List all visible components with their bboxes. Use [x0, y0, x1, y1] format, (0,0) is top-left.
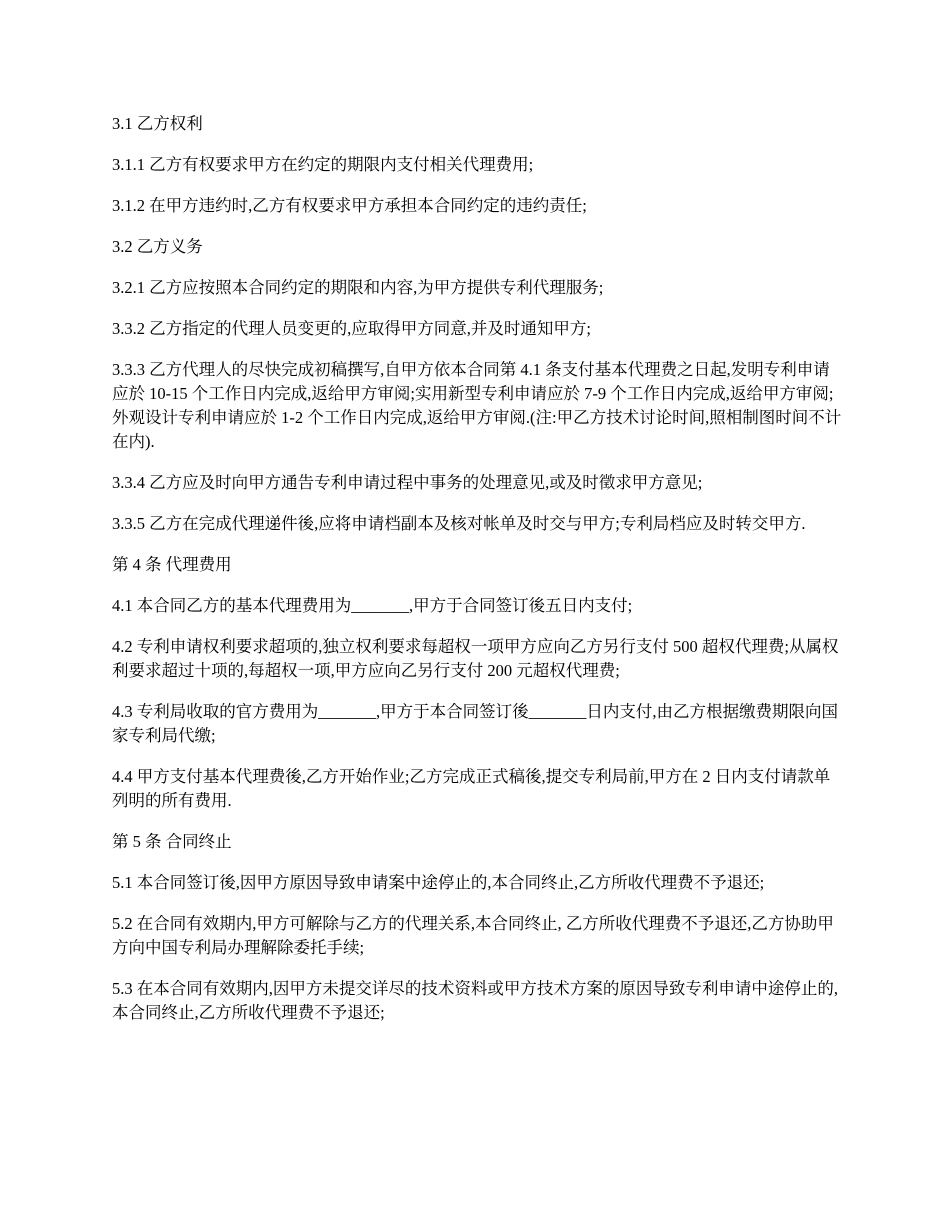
document-page [112, 112, 842, 1042]
clause-5-2: 5.2 在合同有效期内,甲方可解除与乙方的代理关系,本合同终止, 乙方所收代理费不予退还,乙方协助甲方向中国专利局办理解除委托手续; [112, 914, 834, 957]
clause-3-1-2: 3.1.2 在甲方违约时,乙方有权要求甲方承担本合同约定的违约责任; [112, 196, 587, 215]
clause-3-1-1: 3.1.1 乙方有权要求甲方在约定的期限内支付相关代理费用; [112, 155, 534, 174]
section-heading-3-1: 3.1 乙方权利 [112, 114, 203, 133]
article-heading-4: 第 4 条 代理费用 [112, 555, 232, 574]
article-heading-5: 第 5 条 合同终止 [112, 832, 232, 851]
clause-3-3-2: 3.3.2 乙方指定的代理人员变更的,应取得甲方同意,并及时通知甲方; [112, 319, 591, 338]
clause-5-1: 5.1 本合同签订後,因甲方原因导致申请案中途停止的,本合同终止,乙方所收代理费不予退还; [112, 873, 765, 892]
clause-3-3-5: 3.3.5 乙方在完成代理递件後,应将申请档副本及核对帐单及时交与甲方;专利局档应及时转交甲方. [112, 514, 806, 533]
clause-5-3: 5.3 在本合同有效期内,因甲方未提交详尽的技术资料或甲方技术方案的原因导致专利申请中途停止的,本合同终止,乙方所收代理费不予退还; [112, 979, 838, 1022]
clause-3-2-1: 3.2.1 乙方应按照本合同约定的期限和内容,为甲方提供专利代理服务; [112, 278, 604, 297]
clause-4-2: 4.2 专利申请权利要求超项的,独立权利要求每超权一项甲方应向乙方另行支付 500 超权代理费;从属权利要求超过十项的,每超权一项,甲方应向乙另行支付 200 元超权代理费; [112, 637, 839, 680]
clause-3-3-4: 3.3.4 乙方应及时向甲方通告专利申请过程中事务的处理意见,或及时徵求甲方意见; [112, 473, 703, 492]
clause-4-1: 4.1 本合同乙方的基本代理费用为_______,甲方于合同签订後五日内支付; [112, 596, 633, 615]
clause-4-3: 4.3 专利局收取的官方费用为_______,甲方于本合同签订後_______日内支付,由乙方根据缴费期限向国家专利局代缴; [112, 702, 838, 745]
clause-4-4: 4.4 甲方支付基本代理费後,乙方开始作业;乙方完成正式稿後,提交专利局前,甲方在 2 日内支付请款单列明的所有费用. [112, 767, 831, 810]
clause-3-3-3: 3.3.3 乙方代理人的尽快完成初稿撰写,自甲方依本合同第 4.1 条支付基本代理费之日起,发明专利申请应於 10-15 个工作日内完成,返给甲方审阅;实用新型专利申请应於 7-9 个工作日内完成,返给甲方审阅;外观设计专利申请应於 1-2 个工作日内完成,返给甲方审阅.(注:甲乙方技术讨论时间,照相制图时间不计在内). [112, 360, 842, 451]
section-heading-3-2: 3.2 乙方义务 [112, 237, 203, 256]
